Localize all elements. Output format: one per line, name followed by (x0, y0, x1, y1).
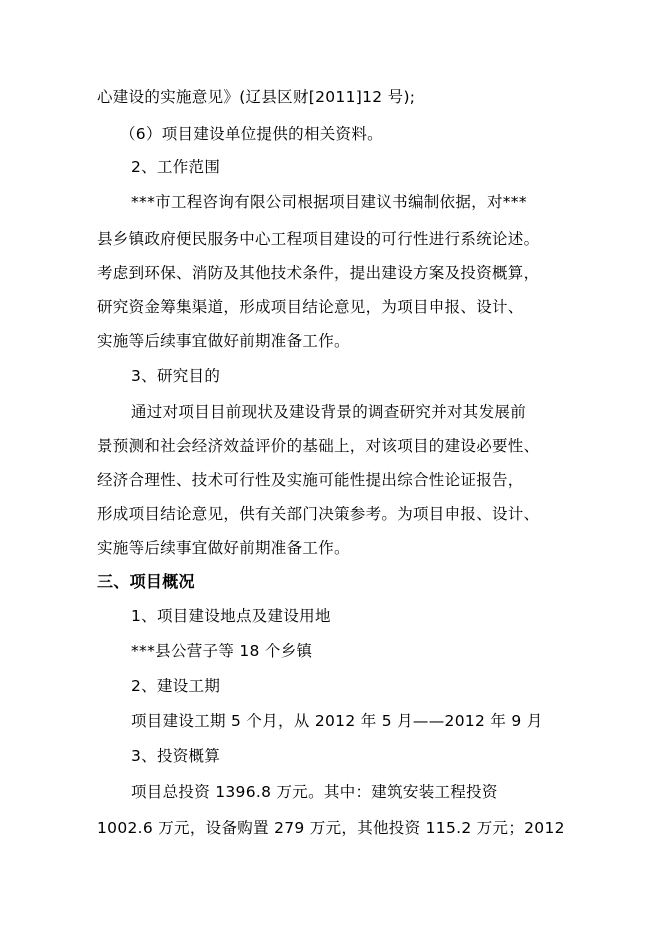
section-subheading: 2、工作范围 (131, 158, 221, 176)
text-line: 景预测和社会经济效益评价的基础上，对该项目的建设必要性、 (97, 437, 540, 455)
text-line: ***县公营子等 18 个乡镇 (131, 642, 313, 660)
text-line: 通过对项目目前现状及建设背景的调查研究并对其发展前 (131, 403, 527, 421)
section-subheading: 3、研究目的 (131, 367, 221, 385)
text-line: 研究资金筹集渠道，形成项目结论意见，为项目申报、设计、 (97, 298, 524, 316)
section-subheading: 3、投资概算 (131, 747, 221, 765)
section-subheading: 2、建设工期 (131, 677, 221, 695)
section-subheading: 1、项目建设地点及建设用地 (131, 607, 331, 625)
text-line: 项目建设工期 5 个月，从 2012 年 5 月——2012 年 9 月 (131, 712, 543, 730)
text-line: 项目总投资 1396.8 万元。其中：建筑安装工程投资 (131, 783, 498, 801)
text-line: 形成项目结论意见，供有关部门决策参考。为项目申报、设计、 (97, 505, 540, 523)
text-line: 实施等后续事宜做好前期准备工作。 (97, 332, 350, 350)
text-line: 经济合理性、技术可行性及实施可能性提出综合性论证报告， (97, 471, 524, 489)
text-line: 实施等后续事宜做好前期准备工作。 (97, 539, 350, 557)
text-line: 考虑到环保、消防及其他技术条件，提出建设方案及投资概算， (97, 264, 540, 282)
text-line: 心建设的实施意见》(辽县区财[2011]12 号); (97, 88, 416, 106)
text-line: （6）项目建设单位提供的相关资料。 (120, 125, 383, 143)
text-line: 县乡镇政府便民服务中心工程项目建设的可行性进行系统论述。 (97, 230, 540, 248)
text-line: ***市工程咨询有限公司根据项目建议书编制依据，对*** (131, 193, 527, 211)
text-line: 1002.6 万元，设备购置 279 万元，其他投资 115.2 万元；2012 (97, 819, 565, 837)
section-heading: 三、项目概况 (97, 572, 195, 591)
